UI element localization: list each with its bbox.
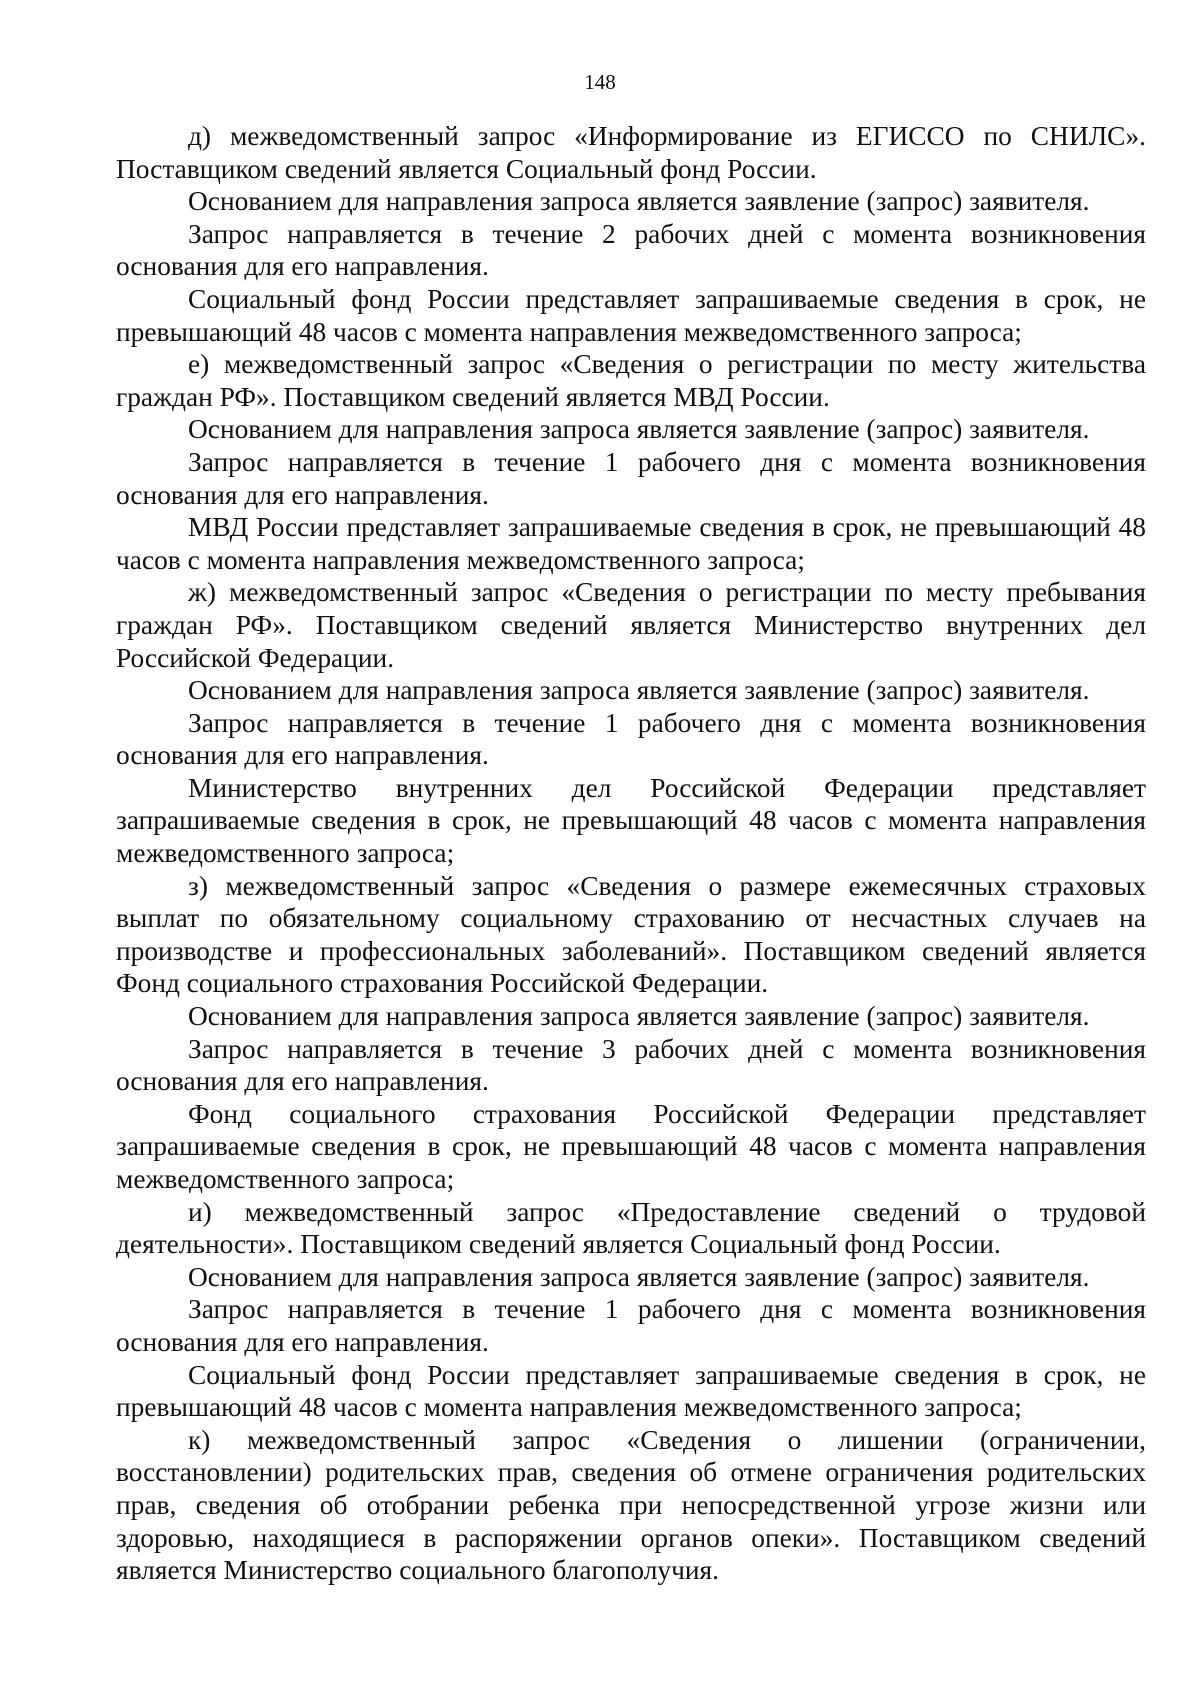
paragraph: Основанием для направления запроса является заявление (запрос) заявителя. <box>188 414 1090 445</box>
paragraph: Запрос направляется в течение 1 рабочего дня с момента возникновения основания для его направления. <box>116 446 1146 510</box>
paragraph: Министерство внутренних дел Российской Федерации представляет запрашиваемые сведения в срок, не превышающий 48 часов с момента направления межведомственного запроса; <box>116 772 1146 869</box>
page-number: 148 <box>584 70 616 94</box>
paragraph: Основанием для направления запроса является заявление (запрос) заявителя. <box>188 1001 1090 1032</box>
document-body <box>116 120 1146 1587</box>
paragraph: д) межведомственный запрос «Информирование из ЕГИССО по СНИЛС». Поставщиком сведений является Социальный фонд России. <box>116 121 1146 184</box>
paragraph: Основанием для направления запроса является заявление (запрос) заявителя. <box>188 186 1090 217</box>
paragraph: к) межведомственный запрос «Сведения о лишении (ограничении, восстановлении) родительских прав, сведения об отмене ограничения родительских прав, сведения об отобрании ребенка при непосредственной угрозе жизни или здоровью, находящиеся в распоряжении органов опеки». Поставщиком сведений является Министерство социального благополучия. <box>116 1424 1146 1586</box>
paragraph: Запрос направляется в течение 1 рабочего дня с момента возникновения основания для его направления. <box>116 707 1146 771</box>
paragraph: з) межведомственный запрос «Сведения о размере ежемесячных страховых выплат по обязательному социальному страхованию от несчастных случаев на производстве и профессиональных заболеваний». Поставщиком сведений является Фонд социального страхования Российской Федерации. <box>116 870 1146 999</box>
paragraph: е) межведомственный запрос «Сведения о регистрации по месту жительства граждан РФ». Поставщиком сведений является МВД России. <box>116 349 1146 412</box>
paragraph: Основанием для направления запроса является заявление (запрос) заявителя. <box>188 1261 1090 1292</box>
paragraph: МВД России представляет запрашиваемые сведения в срок, не превышающий 48 часов с момента направления межведомственного запроса; <box>116 512 1146 575</box>
paragraph: Запрос направляется в течение 1 рабочего дня с момента возникновения основания для его направления. <box>116 1294 1146 1357</box>
paragraph: Запрос направляется в течение 3 рабочих дней с момента возникновения основания для его направления. <box>116 1033 1146 1097</box>
paragraph: Социальный фонд России представляет запрашиваемые сведения в срок, не превышающий 48 часов с момента направления межведомственного запроса; <box>116 1359 1146 1423</box>
paragraph: и) межведомственный запрос «Предоставление сведений о трудовой деятельности». Поставщиком сведений является Социальный фонд России. <box>116 1196 1146 1260</box>
paragraph: Основанием для направления запроса является заявление (запрос) заявителя. <box>188 675 1090 706</box>
paragraph: Запрос направляется в течение 2 рабочих дней с момента возникновения основания для его направления. <box>116 218 1146 282</box>
paragraph: Социальный фонд России представляет запрашиваемые сведения в срок, не превышающий 48 часов с момента направления межведомственного запроса; <box>116 283 1146 347</box>
paragraph: Фонд социального страхования Российской Федерации представляет запрашиваемые сведения в срок, не превышающий 48 часов с момента направления межведомственного запроса; <box>116 1098 1146 1194</box>
paragraph: ж) межведомственный запрос «Сведения о регистрации по месту пребывания граждан РФ». Поставщиком сведений является Министерство внутренних дел Российской Федерации. <box>116 577 1146 673</box>
